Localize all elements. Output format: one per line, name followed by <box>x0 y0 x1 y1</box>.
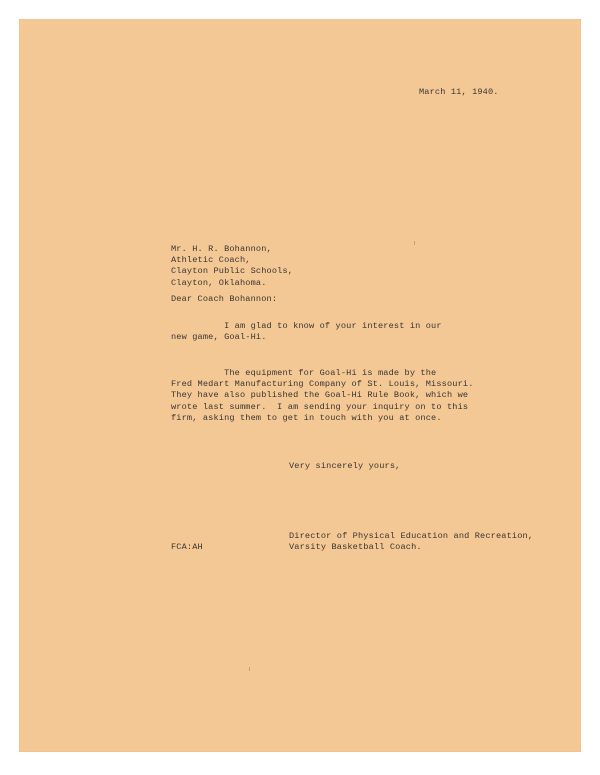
complimentary-closing: Very sincerely yours, <box>289 461 401 471</box>
body-paragraph-1 <box>171 321 442 343</box>
signature-line: Varsity Basketball Coach. <box>289 542 422 553</box>
address-line: Athletic Coach, <box>171 255 251 266</box>
paragraph-line: new game, Goal-Hi. <box>171 332 267 343</box>
paragraph-line: The equipment for Goal-Hi is made by the <box>171 368 437 378</box>
address-line: Mr. H. R. Bohannon, <box>171 244 272 254</box>
signature-block <box>289 531 533 553</box>
address-line: Clayton, Oklahoma. <box>171 277 267 288</box>
paragraph-line: Fred Medart Manufacturing Company of St. Louis, Missouri. <box>171 379 474 390</box>
paragraph-line: I am glad to know of your interest in our <box>171 321 442 331</box>
reference-initials: FCA:AH <box>171 542 203 552</box>
paper-speck <box>249 667 250 671</box>
paragraph-line: firm, asking them to get in touch with you at once. <box>171 412 442 423</box>
body-paragraph-2 <box>171 368 474 424</box>
letter-page <box>19 19 581 752</box>
paper-speck <box>414 241 415 245</box>
address-line: Clayton Public Schools, <box>171 266 294 277</box>
paragraph-line: wrote last summer. I am sending your inquiry on to this <box>171 401 469 412</box>
letter-date: March 11, 1940. <box>419 87 499 97</box>
signature-line: Director of Physical Education and Recreation, <box>289 531 534 541</box>
salutation: Dear Coach Bohannon: <box>171 294 278 304</box>
paragraph-line: They have also published the Goal-Hi Rule Book, which we <box>171 390 469 401</box>
recipient-address <box>171 244 293 289</box>
